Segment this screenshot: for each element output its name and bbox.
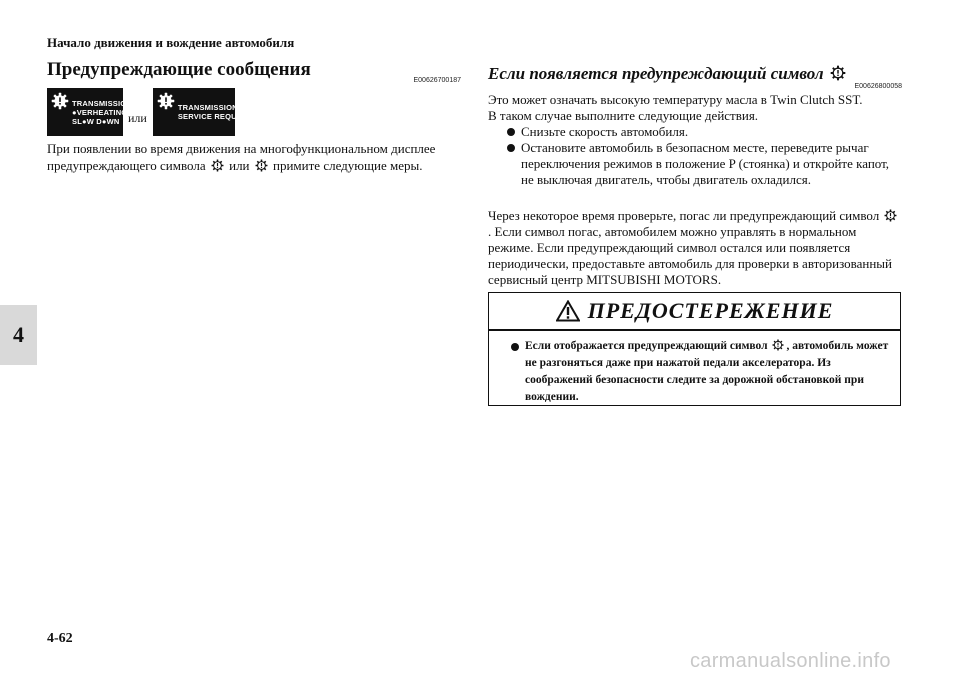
section-title-text: Если появляется предупреждающий символ: [488, 64, 824, 83]
section-title: Предупреждающие сообщения: [47, 59, 311, 80]
chapter-number: 4: [13, 322, 24, 347]
caution-title: ПРЕДОСТЕРЕЖЕНИЕ: [587, 298, 834, 323]
intro-line: В таком случае выполните следующие действия.: [488, 108, 759, 123]
section-title-row: [47, 58, 461, 86]
bullet-icon: [511, 343, 519, 351]
list-item-text: Снизьте скорость автомобиля.: [521, 124, 689, 139]
gear-warning-icon: [772, 339, 784, 351]
or-text: или: [229, 158, 250, 173]
running-header: Начало движения и вождение автомобиля: [47, 35, 295, 50]
list-item-text: Остановите автомобиль в безопасном месте, переведите рычаг переключения режимов в положение P (стоянка) и откройте капот, не выключая двигатель, чтобы двигатель охладился.: [521, 140, 890, 187]
paragraph-text: При появлении во время движения на многофункциональном дисплее предупреждающего символа: [47, 141, 436, 173]
gear-warning-icon: [884, 209, 897, 222]
list-item: [488, 140, 902, 188]
caution-text: Если отображается предупреждающий символ: [525, 340, 768, 352]
reference-code: E00626800058: [854, 83, 902, 90]
gear-warning-icon: [51, 92, 69, 110]
section-title-row: [488, 62, 902, 92]
caution-header: [489, 293, 900, 331]
list-item: [488, 124, 902, 140]
gear-warning-icon: [255, 159, 268, 172]
bullet-icon: [507, 144, 515, 152]
caution-text: , автомобиль может не разгоняться даже при нажатой педали акселератора. Из соображений безопасности следите за дорожной обстановкой при вождении.: [525, 340, 889, 403]
gear-warning-icon: [211, 159, 224, 172]
action-list: [488, 124, 902, 188]
paragraph-text: . Если символ погас, автомобилем можно управлять в нормальном режиме. Если предупреждающий символ остался или появляется периодически, предоставьте автомобиль для проверки в авторизованный сервисный центр MITSUBISHI MOTORS.: [488, 224, 892, 287]
paragraph-text: Через некоторое время проверьте, погас ли предупреждающий символ: [488, 208, 880, 223]
watermark: carmanualsonline.info: [690, 650, 891, 672]
page-number: 4-62: [47, 631, 73, 646]
transmission-overheating-display: [47, 88, 132, 136]
bullet-icon: [507, 128, 515, 136]
warning-intro-paragraph: [47, 140, 461, 174]
caution-box: [488, 292, 901, 406]
chapter-tab: [0, 305, 37, 365]
or-label: или: [128, 111, 147, 125]
display-message-text: TRANSMISSION SERVICE REQUIRED: [177, 103, 256, 121]
display-message-text: TRANSMISSION ●VERHEATING SL●W D●WN: [72, 98, 132, 126]
transmission-service-display: [153, 88, 256, 136]
followup-paragraph: [488, 208, 902, 288]
intro-line: Это может означать высокую температуру масла в Twin Clutch SST.: [488, 92, 863, 107]
display-messages-row: [47, 86, 461, 138]
warning-messages-section: [47, 58, 461, 174]
reference-code: E00626700187: [413, 77, 461, 84]
caution-body: [489, 331, 900, 406]
section-title: [488, 62, 902, 86]
warning-symbol-section: [488, 62, 902, 288]
caution-triangle-icon: [556, 300, 580, 322]
gear-warning-icon: [157, 92, 175, 110]
gear-warning-icon: [830, 65, 846, 81]
paragraph-text: примите следующие меры.: [273, 158, 423, 173]
